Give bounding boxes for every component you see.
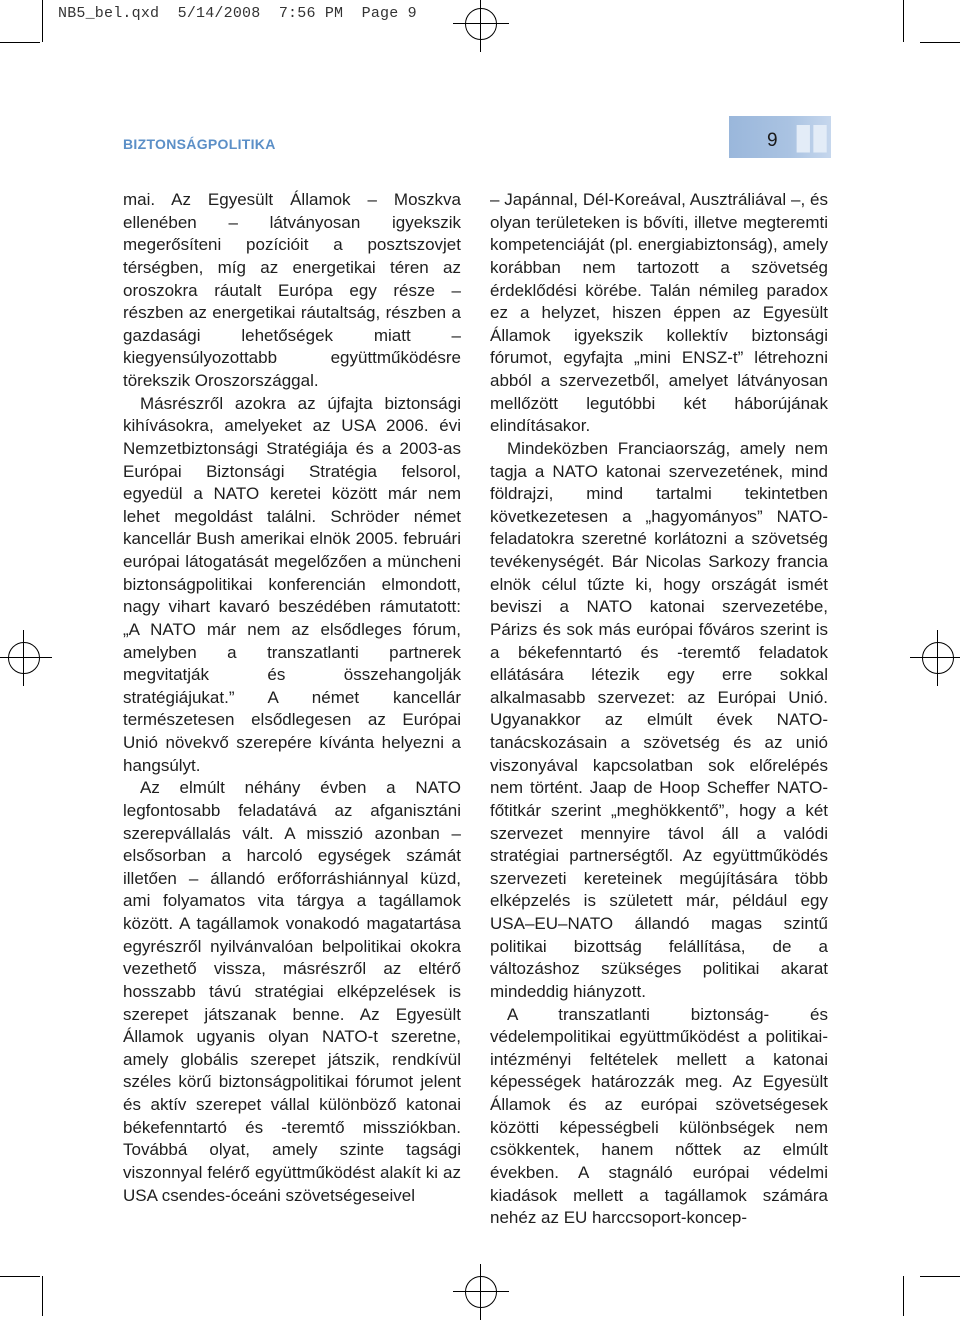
trim-mark-top-right-h [920,42,960,43]
trim-mark-top-left-h [0,42,40,43]
logo-decoration: ▮▮ [793,116,827,157]
trim-mark-bottom-left [42,1276,43,1316]
trim-mark-top-left [42,0,43,42]
paragraph: Mindeközben Franciaország, amely nem tagja a NATO katonai szervezetének, mind földrajzi, mind tartalmi tekintetben következetesen a „hagyományos” NATO-feladatokra szeretné korlátozni a szövetség tevékenységét. Bár Nicolas Sarkozy francia elnök célul tűzte ki, hogy országát ismét beviszi a NATO katonai szervezetébe, Párizs és sok más európai főváros szerint is a békefenntartó és -teremtő feladatok ellátására létezik egy erre sokkal alkalmasabb szervezet: az Európai Unió. Ugyanakkor az elmúlt évek NATO-tanácskozásain a szövetség és az unió viszonyával kapcsolatban sok előrelépés nem történt. Jaap de Hoop Scheffer NATO-főtitkár szerint „meghökkentő”, hogy a két szervezet mennyire távol áll a valódi stratégiai partnerségtől. Az együttműködés szervezeti kereteinek megújítására több elképzelés is született már, például egy USA–EU–NATO állandó magas szintű politikai bizottság felállítása, de a változáshoz szükséges politikai akarat mindeddig hiányzott. [490,438,828,1001]
paragraph: Másrészről azokra az újfajta biztonsági kihívásokra, amelyeket az USA 2006. évi Nemzetbiztonsági Stratégiája és a 2003-as Európai Biztonsági Stratégia felsorol, egyedül a NATO keretei között már nem lehet megoldást találni. Schröder német kancellár Bush amerikai elnök 2005. februári európai látogatását megelőzően a müncheni biztonságpolitikai konferencián elmondott, nagy vihart kavaró beszédében rámutatott: „A NATO már nem az elsődleges fórum, amelyben a transzatlanti partnerek megvitatják és összehangolják stratégiájukat.” A német kancellár természetesen elsődlegesen az Európai Unió növekvő szerepére kívánta helyezni a hangsúlyt. [123,393,461,775]
paragraph: Az elmúlt néhány évben a NATO legfontosabb feladatává az afganisztáni szerepvállalás vált. A misszió azonban – elsősorban a harcoló egységek számát illetően – állandó erőforráshiánnyal küzd, ami folyamatos vita tárgya a tagállamok között. A tagállamok vonakodó magatartása egyrészről nyilvánvalóan belpolitikai okokra vezethető vissza, másrészről az eltérő hosszabb távú stratégiai elképzelések is szerepet játszanak benne. Az Egyesült Államok ugyanis olyan NATO-t szeretne, amely globális szerepet játszik, rendkívül széles körű biztonságpolitikai fórumot jelent és aktív szerepet vállal különböző katonai békefenntartó és -teremtő missziókban. Továbbá olyat, amely szinte tagsági viszonnyal felérő együttműködést alakít ki az USA csendes-óceáni szövetségeseivel [123,778,461,1205]
registration-mark-left [4,638,44,678]
trim-mark-top-right [903,0,904,42]
section-title: BIZTONSÁGPOLITIKA [123,136,276,152]
text-column-left [123,189,461,1207]
trim-mark-bottom-right-h [920,1276,960,1277]
paragraph: A transzatlanti biztonság- és védelempolitikai együttműködést a politikai-intézményi feltételek mellett a katonai képességek határozzák meg. Az Egyesült Államok és az európai szövetségesek közötti képességbeli különbségek nem csökkentek, hanem nőttek az elmúlt években. A stagnáló európai védelmi kiadások mellett a tagállamok számára nehéz az EU harccsoport-koncep- [490,1004,828,1228]
page-number: 9 [767,130,778,151]
registration-mark-right [918,638,958,678]
paragraph: – Japánnal, Dél-Koreával, Ausztráliával –, és olyan területeken is bővíti, illetve megteremti kompetenciáját (pl. energiabiztonság), amely korábban nem tartozott a szövetség érdeklődési körébe. Talán némileg paradox ez a helyzet, hiszen éppen az Egyesült Államok igyekszik kollektív biztonsági fórumot, egyfajta „mini ENSZ-t” létrehozni abból a szervezetből, amelyet látványosan mellőzött legutóbbi két háborújának elindításakor. [490,190,828,436]
print-slug: NB5_bel.qxd 5/14/2008 7:56 PM Page 9 [58,5,417,22]
registration-mark-top [461,4,501,44]
trim-mark-bottom-right [903,1276,904,1316]
text-column-right [490,189,828,1230]
paragraph: mai. Az Egyesült Államok – Moszkva ellenében – látványosan igyekszik megerősíteni pozícióit a posztszovjet térségben, míg az energetikai téren az oroszokra ráutalt Európa egy része – részben az energetikai ráutaltság, részben a gazdasági lehetőségek miatt – kiegyensúlyozottabb együttműködésre törekszik Oroszországgal. [123,190,461,390]
trim-mark-bottom-left-h [0,1276,40,1277]
page-number-box [729,116,831,158]
registration-mark-bottom [461,1272,501,1312]
